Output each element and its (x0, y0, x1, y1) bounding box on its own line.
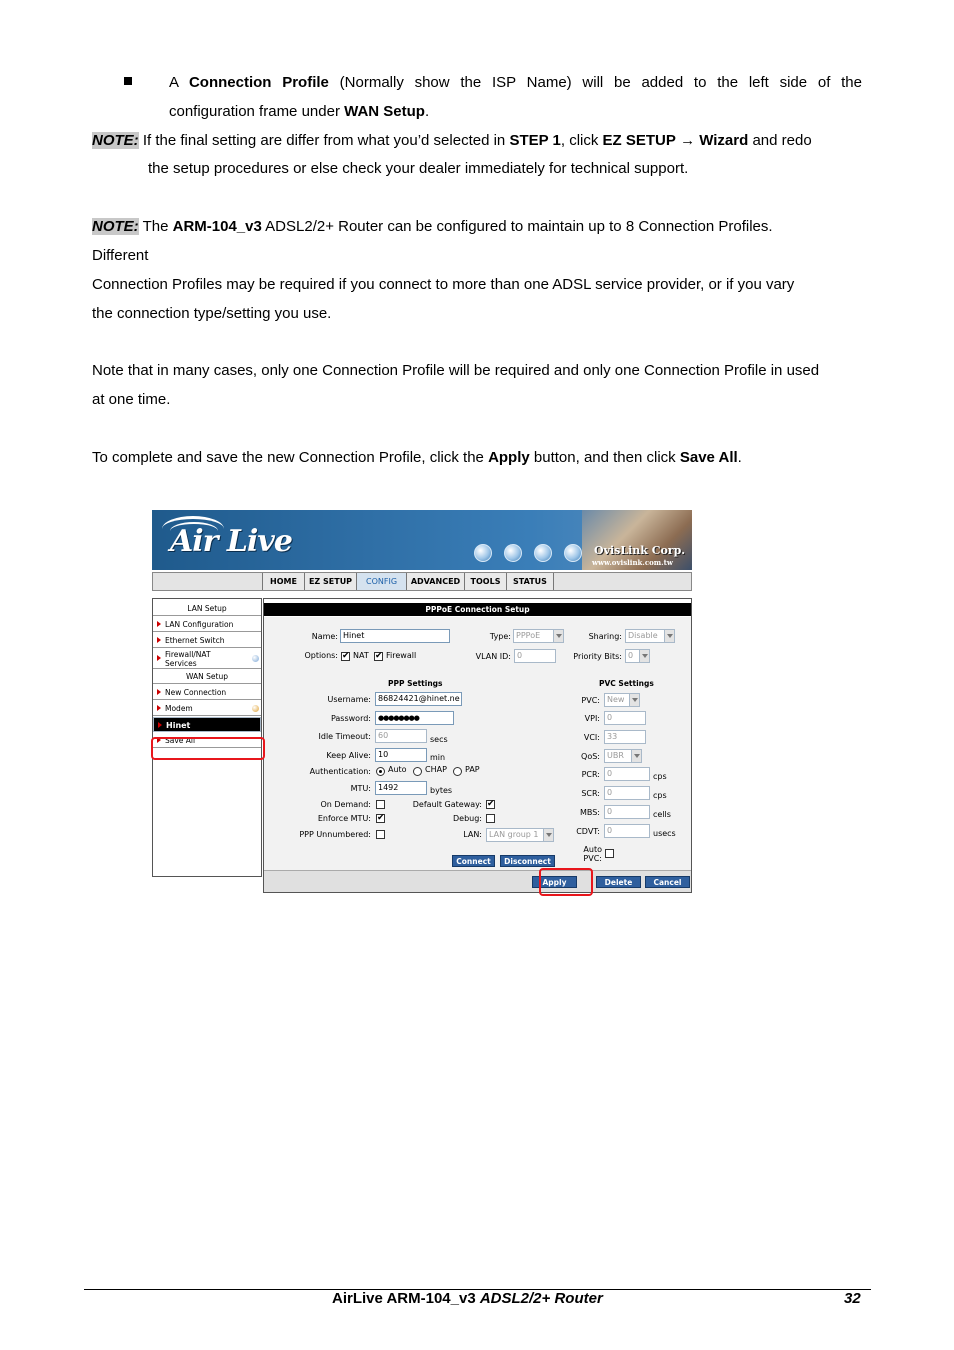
arrow-icon (157, 637, 161, 643)
nav-bar (152, 572, 692, 591)
enforce-mtu-checkbox[interactable]: ✔ (377, 813, 385, 823)
auth-pap-label: PAP (465, 765, 480, 774)
bullet-square (124, 77, 132, 85)
note2-line-4: the connection type/setting you use. (92, 305, 332, 322)
sidebar-item-modem[interactable]: Modem (153, 701, 261, 716)
apply-button[interactable]: Apply (532, 876, 577, 888)
tab-status[interactable]: STATUS (506, 573, 554, 590)
auth-auto-label: Auto (388, 765, 407, 774)
globe-icon (504, 544, 522, 562)
main-panel (263, 598, 692, 893)
on-demand-label: On Demand: (320, 800, 371, 809)
bullet-line-2: configuration frame under WAN Setup. (169, 103, 430, 120)
bullet-line-1: A Connection Profile (Normally show the ISP Name) will be added to the left side of the (169, 74, 862, 91)
default-gateway-label: Default Gateway: (412, 800, 482, 809)
nat-label: NAT (353, 651, 369, 660)
cdvt-unit: usecs (653, 829, 676, 838)
username-label: Username: (327, 695, 371, 704)
globe-icon (474, 544, 492, 562)
panel-title: PPPoE Connection Setup (264, 603, 691, 616)
authentication-label: Authentication: (309, 767, 371, 776)
username-input[interactable]: 86824421@hinet.ne (375, 692, 462, 706)
priority-select[interactable]: 0 (625, 649, 650, 663)
debug-label: Debug: (452, 814, 482, 823)
sidebar-item-save-all[interactable]: Save All (153, 733, 261, 748)
vlan-input[interactable]: 0 (514, 649, 556, 663)
qos-select[interactable]: UBR (604, 749, 642, 763)
keep-alive-unit: min (430, 753, 446, 762)
para2-line: To complete and save the new Connection Profile, click the Apply button, and then click Save All. (92, 449, 742, 466)
scr-label: SCR: (581, 789, 600, 798)
idle-timeout-label: Idle Timeout: (318, 732, 371, 741)
chevron-down-icon (553, 630, 563, 642)
info-icon (252, 705, 259, 712)
pcr-label: PCR: (581, 770, 600, 779)
type-label: Type: (489, 632, 511, 641)
vlan-label: VLAN ID: (475, 652, 511, 661)
enforce-mtu-label: Enforce MTU: (317, 814, 371, 823)
apply-highlight (539, 868, 593, 896)
pvc-settings-header: PVC Settings (599, 679, 654, 688)
mtu-input[interactable]: 1492 (375, 781, 427, 795)
sidebar-header-lan: LAN Setup (153, 602, 261, 616)
tab-home[interactable]: HOME (262, 573, 304, 590)
note2-line-2: Different (92, 247, 149, 264)
firewall-label: Firewall (386, 651, 417, 660)
globe-icon (564, 544, 582, 562)
tab-ez-setup[interactable]: EZ SETUP (304, 573, 356, 590)
auth-pap-radio[interactable] (453, 767, 462, 776)
chevron-down-icon (639, 650, 649, 662)
arrow-icon (157, 705, 161, 711)
router-screenshot (152, 510, 692, 893)
delete-button[interactable]: Delete (596, 876, 641, 888)
scr-input[interactable]: 0 (604, 786, 650, 800)
debug-checkbox[interactable] (486, 814, 495, 823)
type-select[interactable]: PPPoE (513, 629, 564, 643)
footer-title: AirLive ARM-104_v3 ADSL2/2+ Router (332, 1290, 603, 1307)
idle-timeout-input[interactable]: 60 (375, 729, 427, 743)
action-bar (264, 870, 691, 892)
tab-advanced[interactable]: ADVANCED (406, 573, 464, 590)
corp-url: www.ovislink.com.tw (592, 558, 673, 567)
chevron-down-icon (629, 694, 639, 706)
banner (152, 510, 692, 570)
pcr-input[interactable]: 0 (604, 767, 650, 781)
chevron-down-icon (631, 750, 641, 762)
sharing-label: Sharing: (588, 632, 622, 641)
idle-timeout-unit: secs (430, 735, 448, 744)
lan-label: LAN: (463, 830, 482, 839)
connect-button[interactable]: Connect (452, 855, 495, 867)
pvc-label: PVC: (581, 696, 600, 705)
sidebar-item-new-connection[interactable]: New Connection (153, 685, 261, 700)
para1-line-1: Note that in many cases, only one Connection Profile will be required and only one Connection Profile in used (92, 362, 820, 379)
para1-line-2: at one time. (92, 391, 171, 408)
sidebar-item-firewall-nat[interactable]: Firewall/NAT Services (153, 649, 261, 669)
keep-alive-input[interactable]: 10 (375, 748, 427, 762)
note1-line-1: NOTE: If the final setting are differ from what you’d selected in STEP 1, click EZ SETUP → Wizard and redo (92, 132, 812, 149)
ppp-unnumbered-label: PPP Unnumbered: (299, 830, 371, 839)
arrow-icon (157, 621, 161, 627)
chevron-down-icon (543, 829, 553, 841)
auto-pvc-checkbox[interactable] (605, 849, 614, 858)
pcr-unit: cps (653, 772, 667, 781)
cancel-button[interactable]: Cancel (645, 876, 690, 888)
keep-alive-label: Keep Alive: (326, 751, 371, 760)
arrow-icon (157, 689, 161, 695)
ppp-settings-header: PPP Settings (388, 679, 443, 688)
note1-line-2: the setup procedures or else check your dealer immediately for technical support. (148, 160, 689, 177)
vci-input[interactable]: 33 (604, 730, 646, 744)
sidebar-item-lan-config[interactable]: LAN Configuration (153, 617, 261, 632)
info-icon (252, 655, 259, 662)
sidebar-item-hinet[interactable]: Hinet (153, 717, 261, 732)
page-number: 32 (844, 1290, 861, 1307)
note2-line-3: Connection Profiles may be required if you connect to more than one ADSL service provider, or if you vary (92, 276, 795, 293)
password-input[interactable]: ●●●●●●●● (375, 711, 454, 725)
options-label: Options: (304, 651, 338, 660)
lan-select[interactable]: LAN group 1 (486, 828, 554, 842)
mtu-label: MTU: (350, 784, 371, 793)
cdvt-label: CDVT: (576, 827, 600, 836)
corp-name: OvisLink Corp. (594, 544, 686, 557)
name-label: Name: (311, 632, 338, 641)
priority-label: Priority Bits: (573, 652, 622, 661)
password-label: Password: (330, 714, 371, 723)
chevron-down-icon (664, 630, 674, 642)
default-gateway-checkbox[interactable]: ✔ (487, 799, 495, 809)
pvc-select[interactable]: New (604, 693, 640, 707)
auth-auto-radio[interactable] (376, 767, 385, 776)
arrow-icon (157, 655, 161, 661)
mbs-unit: cells (653, 810, 671, 819)
name-input[interactable]: Hinet (340, 629, 450, 643)
note2-line-1: NOTE: The ARM-104_v3 ADSL2/2+ Router can be configured to maintain up to 8 Connection Profiles. (92, 218, 773, 235)
cdvt-input[interactable]: 0 (604, 824, 650, 838)
vpi-label: VPI: (584, 714, 600, 723)
sharing-select[interactable]: Disable (625, 629, 675, 643)
disconnect-button[interactable]: Disconnect (500, 855, 555, 867)
on-demand-checkbox[interactable] (376, 800, 385, 809)
mbs-input[interactable]: 0 (604, 805, 650, 819)
airlive-logo: Air Live (170, 524, 292, 559)
qos-label: QoS: (581, 752, 600, 761)
auth-chap-radio[interactable] (413, 767, 422, 776)
pppoe-form (264, 617, 691, 870)
mbs-label: MBS: (579, 808, 600, 817)
vpi-input[interactable]: 0 (604, 711, 646, 725)
nat-checkbox[interactable]: ✔ (342, 651, 350, 661)
auth-chap-label: CHAP (425, 765, 447, 774)
tab-tools[interactable]: TOOLS (464, 573, 506, 590)
sidebar-header-wan: WAN Setup (153, 670, 261, 684)
globe-icon (534, 544, 552, 562)
mtu-unit: bytes (430, 786, 453, 795)
ppp-unnumbered-checkbox[interactable] (376, 830, 385, 839)
save-all-highlight (151, 737, 265, 760)
scr-unit: cps (653, 791, 667, 800)
tab-config[interactable]: CONFIG (356, 573, 406, 590)
firewall-checkbox[interactable]: ✔ (375, 651, 383, 661)
vci-label: VCI: (583, 733, 600, 742)
auto-pvc-label: Auto PVC: (583, 845, 602, 863)
arrow-icon (158, 722, 162, 728)
sidebar-item-ethernet-switch[interactable]: Ethernet Switch (153, 633, 261, 648)
